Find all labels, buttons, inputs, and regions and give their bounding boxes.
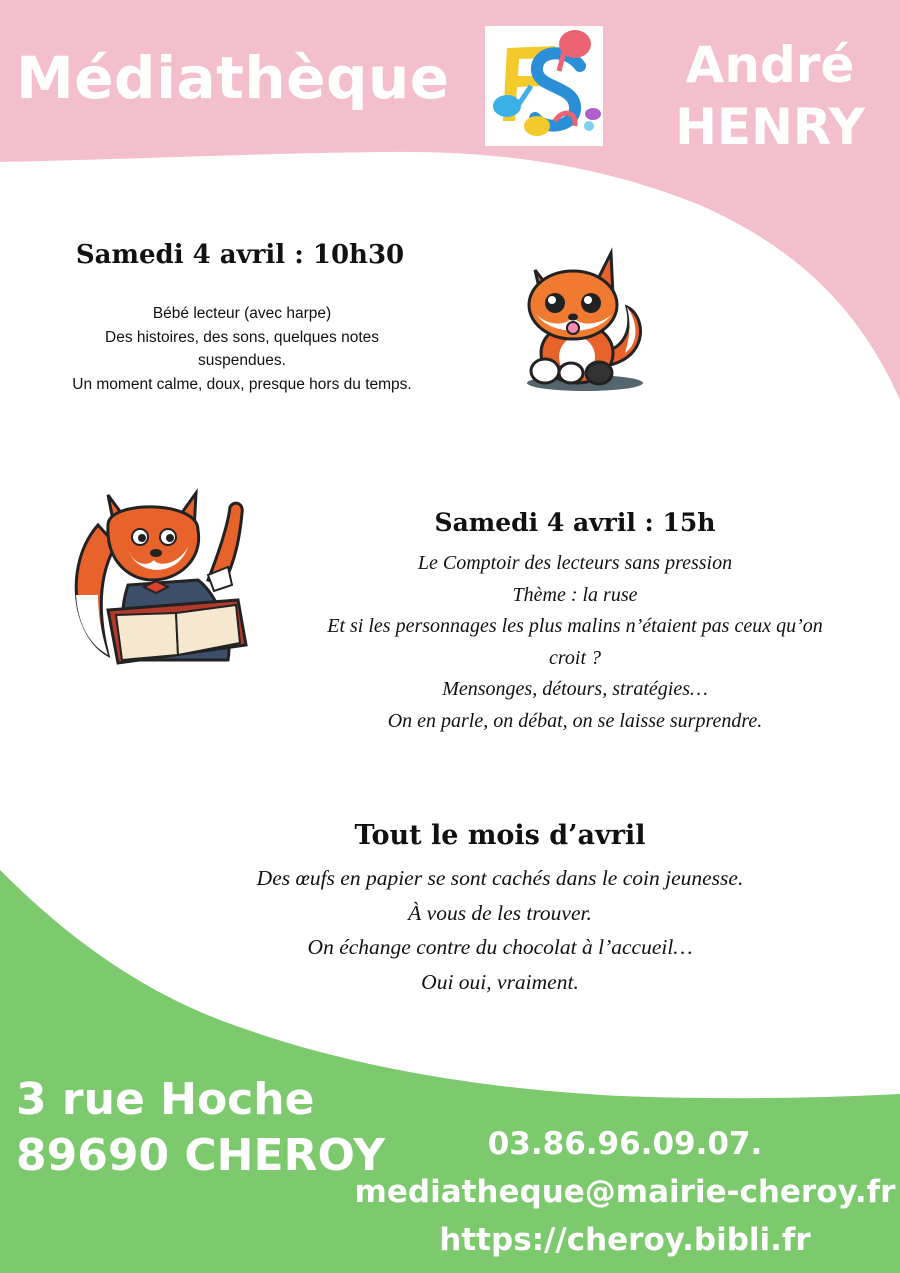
event-1-line: Des histoires, des sons, quelques notes bbox=[105, 328, 379, 346]
music-notes-logo-icon bbox=[485, 26, 603, 146]
address bbox=[16, 1072, 385, 1184]
event-3-line: On échange contre du chocolat à l’accueil… bbox=[307, 935, 693, 959]
library-name-line2: HENRY bbox=[675, 98, 865, 156]
event-2-line: On en parle, on débat, on se laisse surprendre. bbox=[387, 709, 763, 732]
event-3-line: Des œufs en papier se sont cachés dans le coin jeunesse. bbox=[256, 866, 744, 890]
event-2-line: Et si les personnages les plus malins n’étaient pas ceux qu’on bbox=[327, 615, 823, 637]
event-3-description bbox=[200, 861, 800, 999]
event-3-line: À vous de les trouver. bbox=[408, 900, 592, 925]
library-name-line1: André bbox=[685, 36, 855, 94]
event-1-line: Bébé lecteur (avec harpe) bbox=[152, 305, 332, 322]
address-street: 3 rue Hoche bbox=[16, 1074, 315, 1125]
event-1-description bbox=[40, 302, 444, 396]
event-2-title: Samedi 4 avril : 15h bbox=[434, 508, 716, 537]
phone-number[interactable]: 03.86.96.09.07. bbox=[487, 1126, 763, 1162]
website-link[interactable]: https://cheroy.bibli.fr bbox=[439, 1222, 811, 1258]
event-3-line: Oui oui, vraiment. bbox=[421, 969, 579, 994]
address-city: 89690 CHEROY bbox=[16, 1130, 386, 1181]
event-1-line: Un moment calme, doux, presque hors du temps. bbox=[72, 375, 412, 393]
event-2-line: Thème : la ruse bbox=[512, 583, 638, 606]
baby-fox-icon bbox=[515, 245, 650, 395]
event-2-line: Le Comptoir des lecteurs sans pression bbox=[417, 552, 733, 574]
event-2-description bbox=[300, 548, 850, 737]
reading-fox-icon bbox=[68, 485, 258, 675]
event-2-line: Mensonges, détours, stratégies… bbox=[442, 678, 708, 700]
event-3-title: Tout le mois d’avril bbox=[354, 820, 646, 851]
event-1-title: Samedi 4 avril : 10h30 bbox=[75, 240, 405, 270]
contact-info bbox=[350, 1120, 900, 1264]
event-2-line: croit ? bbox=[548, 646, 602, 669]
event-1-line: suspendues. bbox=[198, 352, 286, 369]
library-title: Médiathèque bbox=[16, 44, 450, 112]
library-name bbox=[660, 34, 880, 158]
email-link[interactable]: mediatheque@mairie-cheroy.fr bbox=[354, 1174, 896, 1210]
